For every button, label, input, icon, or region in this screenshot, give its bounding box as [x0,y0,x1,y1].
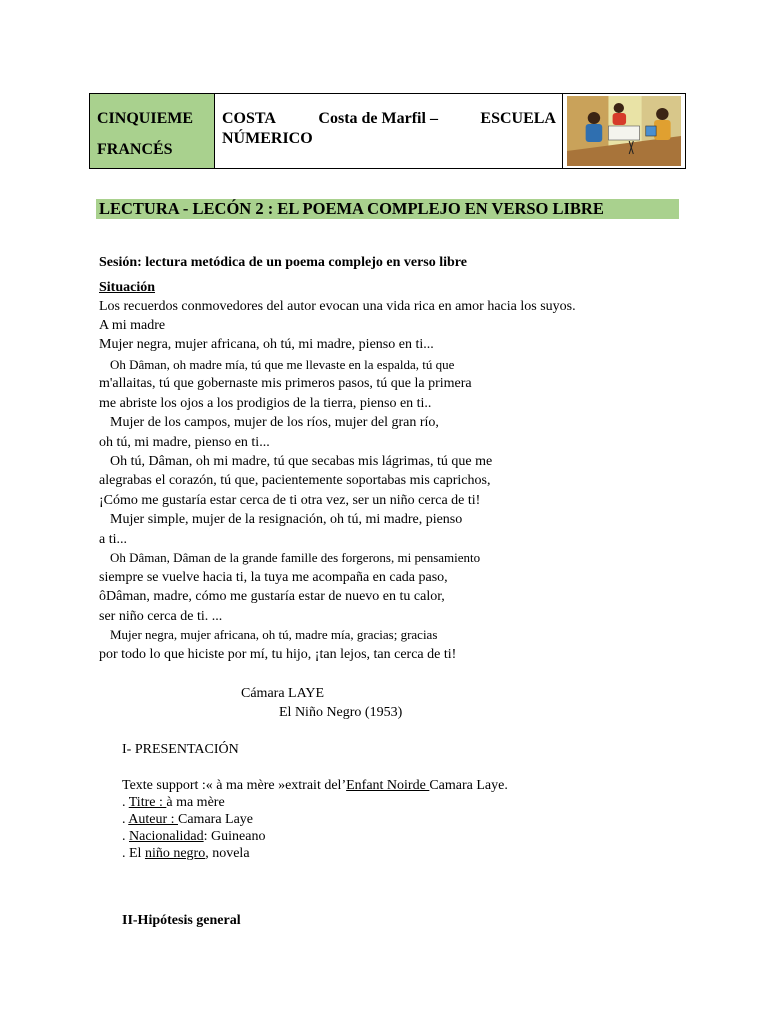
poem-line: ôDâman, madre, cómo me gustaría estar de nuevo en tu calor, [99,589,445,604]
poem-line: ¡Cómo me gustaría estar cerca de ti otra vez, ser un niño cerca de ti! [99,493,481,508]
country-label: COSTA [222,110,276,127]
situation-text: Los recuerdos conmovedores del autor evocan una vida rica en amor hacia los suyos. [99,299,576,314]
school-label: ESCUELA [480,110,556,127]
school-info-cell [215,94,563,168]
poem-line: Mujer negra, mujer africana, oh tú, mi madre, pienso en ti... [99,337,434,352]
nacionalidad-line: . Nacionalidad: Guineano [122,829,266,844]
hypothesis-heading: II-Hipótesis general [122,913,241,928]
auteur-line: . Auteur : Camara Laye [122,812,254,827]
level-label: CINQUIEME [97,110,194,127]
poem-line: Mujer de los campos, mujer de los ríos, mujer del gran río, [110,415,439,430]
poem-line: por todo lo que hiciste por mí, tu hijo, ¡tan lejos, tan cerca de ti! [99,647,457,662]
work-label: niño negro [144,846,206,861]
level-subject-cell [90,94,215,168]
titre-value: à ma mère [166,795,225,810]
poem-line: Mujer negra, mujer africana, oh tú, madre mía, gracias; gracias [110,627,438,642]
nacionalidad-value: : Guineano [203,829,266,844]
school-type: NÚMERICO [222,130,313,147]
situation-heading: Situación [99,280,156,295]
poem-line: Mujer simple, mujer de la resignación, oh tú, mi madre, pienso [110,512,463,527]
poem-line: Oh tú, Dâman, oh mi madre, tú que secabas mis lágrimas, tú que me [110,454,493,469]
poem-line: Oh Dâman, oh madre mía, tú que me llevaste en la espalda, tú que [110,357,455,372]
poem-line: me abriste los ojos a los prodigios de la tierra, pienso en ti.. [99,396,432,411]
illustration-cell [563,94,685,168]
students-with-computers-illustration [567,96,681,166]
header-table [89,93,686,169]
poem-author: Cámara LAYE [241,686,325,701]
support-work-title: Enfant Noirde [346,778,430,793]
nacionalidad-label: Nacionalidad [129,829,204,844]
poem-line: Oh Dâman, Dâman de la grande famille des forgerons, mi pensamiento [110,550,481,565]
poem-line: alegrabas el corazón, tú que, pacientemente soportabas mis caprichos, [99,473,491,488]
support-suffix: Camara Laye. [429,778,508,793]
support-prefix: Texte support :« à ma mère »extrait del’ [122,778,347,793]
country-name: Costa de Marfil – [318,110,438,127]
auteur-label: Auteur : [128,812,178,827]
poem-line: A mi madre [99,318,166,333]
titre-line: . Titre : à ma mère [122,795,225,810]
work-suffix: , novela [205,846,250,861]
auteur-value: Camara Laye [178,812,254,827]
support-text-line [122,777,508,795]
poem-line: ser niño cerca de ti. ... [99,609,223,624]
poem-line: siempre se vuelve hacia ti, la tuya me acompaña en cada paso, [99,570,448,585]
lesson-title: LECTURA - LECÓN 2 : EL POEMA COMPLEJO EN VERSO LIBRE [96,199,679,219]
work-line [122,845,250,863]
session-line: Sesión: lectura metódica de un poema complejo en verso libre [99,255,467,270]
poem-line: oh tú, mi madre, pienso en ti... [99,435,270,450]
poem-line: a ti... [99,532,127,547]
work-prefix: . El [122,846,145,861]
poem-line: m'allaitas, tú que gobernaste mis primeros pasos, tú que la primera [99,376,472,391]
subject-label: FRANCÉS [97,141,173,158]
poem-source: El Niño Negro (1953) [279,705,403,720]
presentation-heading: I- PRESENTACIÓN [122,742,239,757]
titre-label: Titre : [128,795,167,810]
